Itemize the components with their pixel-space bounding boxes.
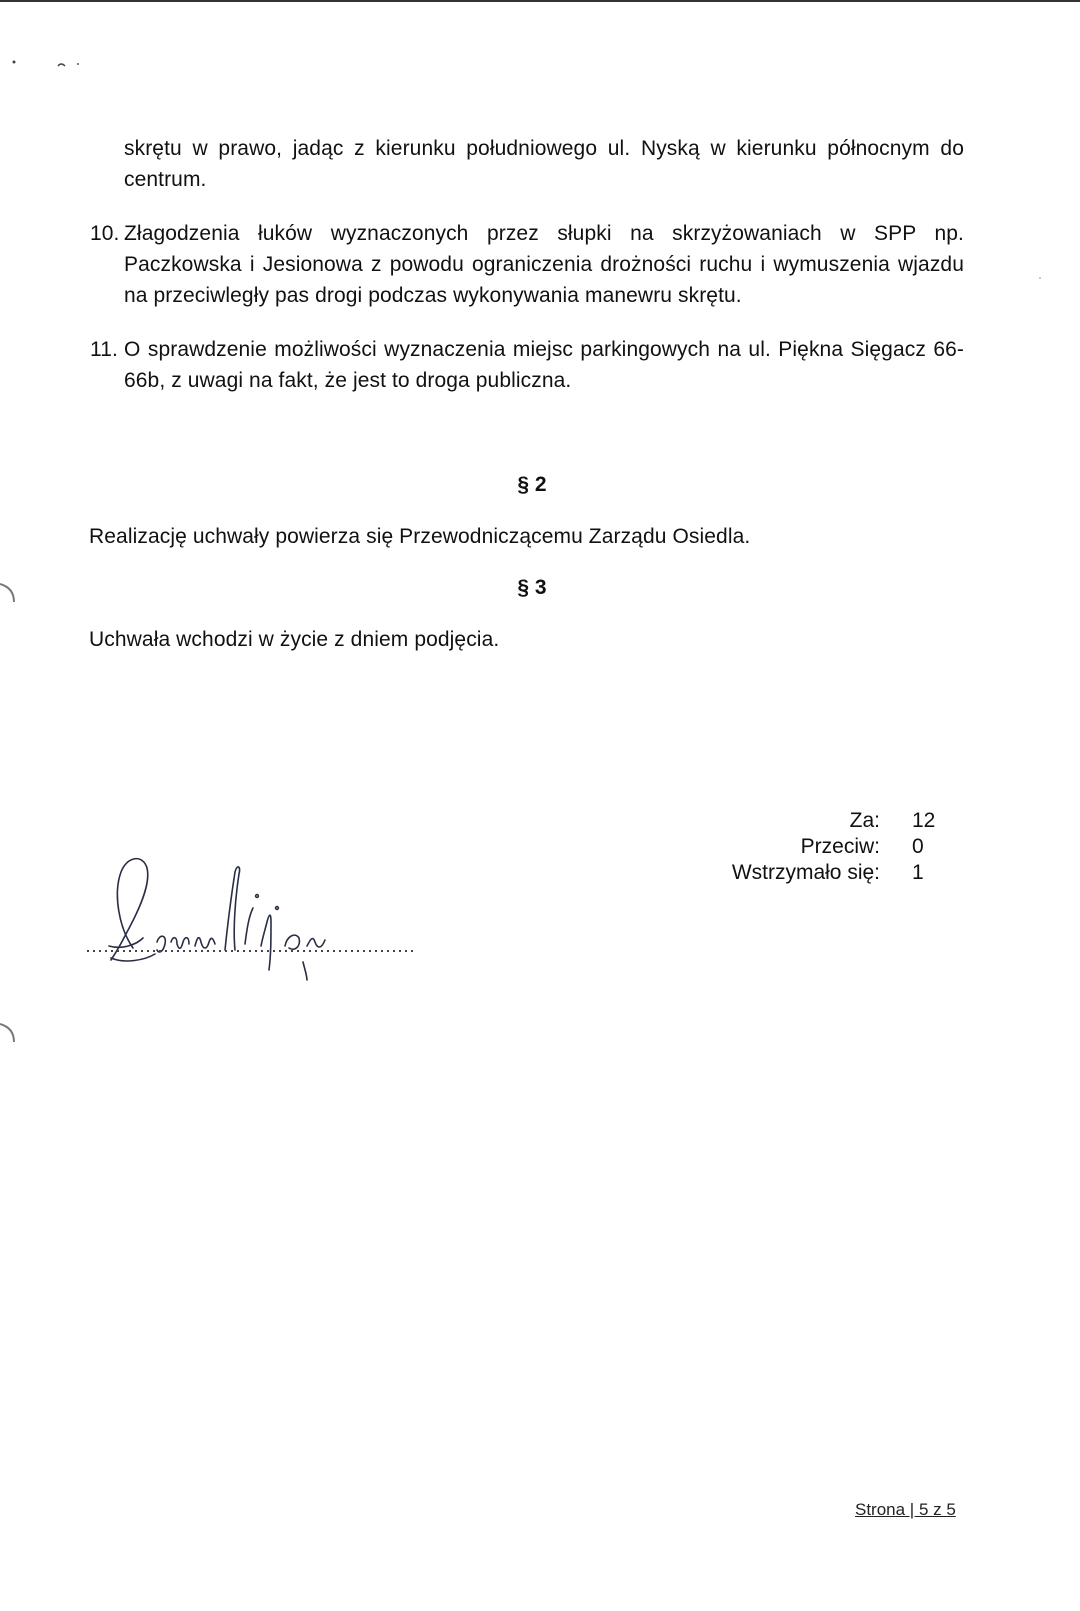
vote-against-label: Przeciw: [800, 835, 880, 858]
vote-abstain-label: Wstrzymało się: [731, 861, 880, 884]
list-item-10 [90, 218, 964, 311]
list-continuation-text: skrętu w prawo, jadąc z kierunku południowego ul. Nyską w kierunku północnym do centrum. [124, 137, 964, 191]
section-heading-3: § 3 [517, 576, 547, 599]
section-2-text: Realizację uchwały powierza się Przewodniczącemu Zarządu Osiedla. [89, 525, 751, 548]
page-number-footer [855, 1500, 956, 1520]
list-item-text: Złagodzenia łuków wyznaczonych przez słupki na skrzyżowaniach w SPP np. Paczkowska i Jesionowa z powodu ograniczenia drożności ruchu i wymuszenia wjazdu na przeciwległy pas drogi podczas wykonywania manewru skrętu. [124, 222, 964, 307]
vote-against-value: 0 [912, 835, 924, 858]
vote-abstain-value: 1 [912, 861, 924, 884]
page-number-text: Strona | 5 z 5 [855, 1500, 956, 1519]
section-heading-2: § 2 [517, 473, 547, 496]
signature-icon [85, 850, 435, 995]
vote-for-label: Za: [849, 809, 880, 832]
vote-row-for [690, 808, 950, 834]
vote-results [690, 808, 950, 886]
list-item-text: O sprawdzenie możliwości wyznaczenia miejsc parkingowych na ul. Piękna Sięgacz 66-66b, z uwagi na fakt, że jest to droga publiczna. [124, 338, 964, 392]
section-3-text: Uchwała wchodzi w życie z dniem podjęcia. [89, 628, 500, 651]
vote-for-value: 12 [912, 809, 936, 832]
list-item-number: 11. [90, 338, 118, 361]
list-item-number: 10. [90, 222, 120, 245]
vote-row-abstain [690, 860, 950, 886]
vote-row-against [690, 834, 950, 860]
list-item-11 [90, 334, 964, 396]
